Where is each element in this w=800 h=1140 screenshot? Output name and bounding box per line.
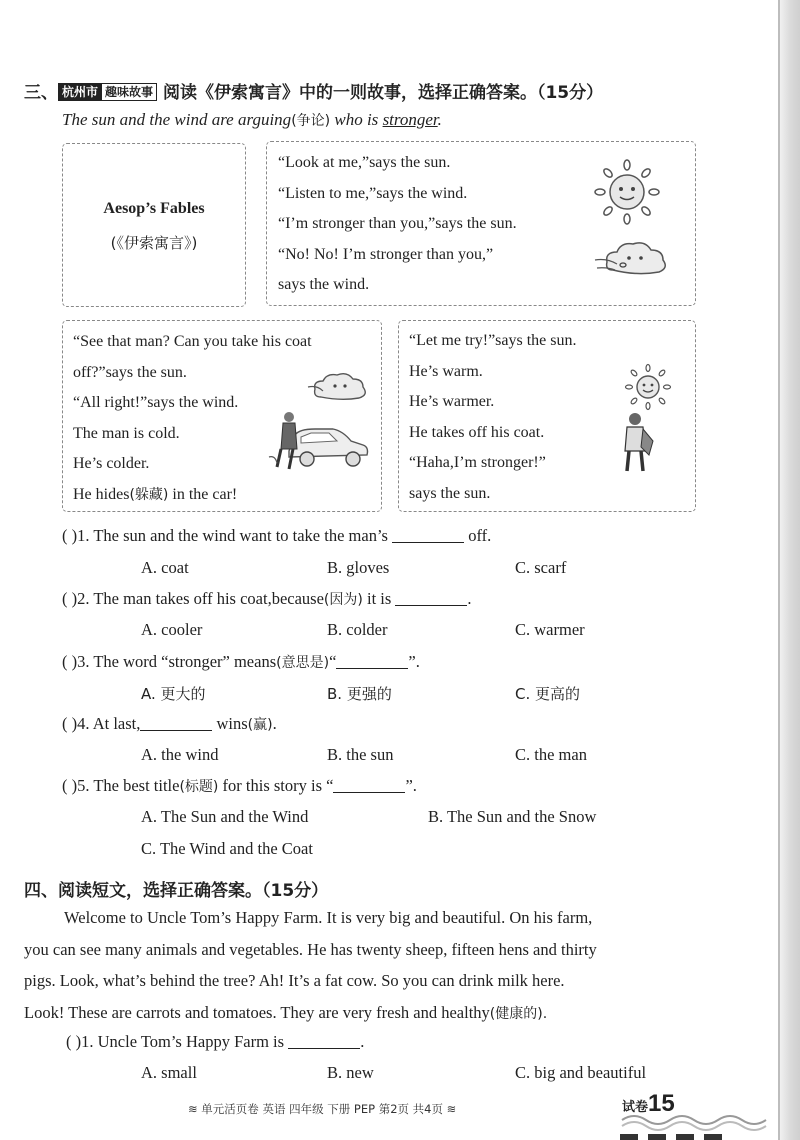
story-line: He’s warm. [409, 362, 483, 380]
footer-info: ≋ 单元活页卷 英语 四年级 下册 PEP 第2页 共4页 ≋ [188, 1102, 457, 1116]
sun-icon [589, 156, 669, 228]
story-line: off?”says the sun. [73, 363, 187, 381]
answer-blank[interactable] [288, 1034, 360, 1049]
option-b[interactable]: B. colder [327, 620, 388, 639]
sun-icon [623, 363, 673, 411]
story-line: “Let me try!”says the sun. [409, 332, 577, 349]
question-3-5: ( )5. The best title(标题) for this story is “ ”. [62, 776, 417, 795]
option-a[interactable]: A. 更大的 [141, 685, 206, 703]
option-a[interactable]: A. small [141, 1063, 197, 1082]
story-line: “See that man? Can you take his coat [73, 333, 312, 350]
passage-line: Look! These are carrots and tomatoes. They are very fresh and healthy(健康的). [24, 1002, 548, 1022]
passage [24, 902, 724, 1030]
option-c[interactable]: C. scarf [515, 558, 567, 577]
story-line: “Look at me,”says the sun. [278, 154, 451, 171]
fable-title-box [62, 143, 246, 307]
option-c[interactable]: C. warmer [515, 620, 585, 639]
story-line: “Listen to me,”says the wind. [278, 184, 468, 202]
badge-label: 试卷 [622, 1100, 649, 1115]
section-number: 三、 [24, 83, 58, 103]
option-a[interactable]: A. cooler [141, 620, 203, 639]
story-line: He takes off his coat. [409, 423, 545, 441]
man-coat-icon [613, 411, 657, 475]
story-line: “No! No! I’m stronger than you,” [278, 245, 494, 263]
option-b[interactable]: B. the sun [327, 745, 394, 764]
wind-cloud-icon [307, 367, 373, 407]
passage-line: pigs. Look, what’s behind the tree? Ah! It’s a fat cow. So you can drink milk here. [24, 971, 565, 990]
question-3-4: ( )4. At last, wins(赢). [62, 714, 277, 733]
fable-title: Aesop’s Fables [103, 200, 205, 217]
question-3-2: ( )2. The man takes off his coat,because(因为) it is . [62, 589, 472, 608]
question-3-1: ( )1. The sun and the wind want to take the man’s off. [62, 526, 492, 545]
story-line: The man is cold. [73, 424, 180, 442]
section-4-title: 四、阅读短文，选择正确答案。（15分） [24, 881, 329, 901]
story-box-1 [266, 141, 696, 306]
type-tag: 趣味故事 [101, 83, 157, 101]
story-line: “I’m stronger than you,”says the sun. [278, 215, 517, 232]
option-c[interactable]: C. 更高的 [515, 685, 581, 703]
city-tag: 杭州市 [58, 83, 102, 101]
option-a[interactable]: A. The Sun and the Wind [141, 807, 309, 826]
section-title: 阅读《伊索寓言》中的一则故事，选择正确答案。（15分） [162, 83, 604, 103]
fable-subtitle: (《伊索寓言》) [110, 234, 198, 252]
intro-sentence: The sun and the wind are arguing(争论) who is stronger. [62, 110, 442, 129]
option-c[interactable]: C. The Wind and the Coat [141, 839, 313, 858]
passage-line: Welcome to Uncle Tom’s Happy Farm. It is very big and beautiful. On his farm, [64, 908, 593, 927]
option-b[interactable]: B. new [327, 1063, 374, 1082]
option-b[interactable]: B. The Sun and the Snow [428, 807, 597, 826]
answer-blank[interactable] [333, 778, 405, 793]
wave-decoration [620, 1104, 776, 1140]
option-b[interactable]: B. 更强的 [327, 685, 392, 703]
answer-blank[interactable] [336, 654, 408, 669]
question-4-1: ( )1. Uncle Tom’s Happy Farm is . [66, 1032, 365, 1051]
story-line: He’s warmer. [409, 393, 495, 410]
question-3-3: ( )3. The word “stronger” means(意思是)“ ”. [62, 652, 420, 671]
story-line: says the sun. [409, 484, 491, 502]
story-line: He’s colder. [73, 455, 150, 472]
option-a[interactable]: A. coat [141, 558, 189, 577]
option-a[interactable]: A. the wind [141, 745, 219, 764]
answer-blank[interactable] [140, 716, 212, 731]
option-c[interactable]: C. the man [515, 745, 587, 764]
story-line: says the wind. [278, 276, 370, 293]
option-b[interactable]: B. gloves [327, 558, 390, 577]
story-line: He hides(躲藏) in the car! [73, 485, 238, 503]
car-man-icon [259, 405, 371, 475]
story-box-2 [62, 320, 382, 512]
passage-line: you can see many animals and vegetables. He has twenty sheep, fifteen hens and thirty [24, 939, 597, 959]
answer-blank[interactable] [395, 591, 467, 606]
story-line: “All right!”says the wind. [73, 394, 239, 411]
page-edge [778, 0, 800, 1140]
option-c[interactable]: C. big and beautiful [515, 1063, 647, 1082]
page-number: 15 [648, 1090, 675, 1117]
section-3-header [24, 78, 603, 103]
story-line: “Haha,I’m stronger!” [409, 454, 546, 471]
story-box-3 [398, 320, 696, 512]
answer-blank[interactable] [392, 528, 464, 543]
wind-cloud-icon [593, 234, 675, 282]
